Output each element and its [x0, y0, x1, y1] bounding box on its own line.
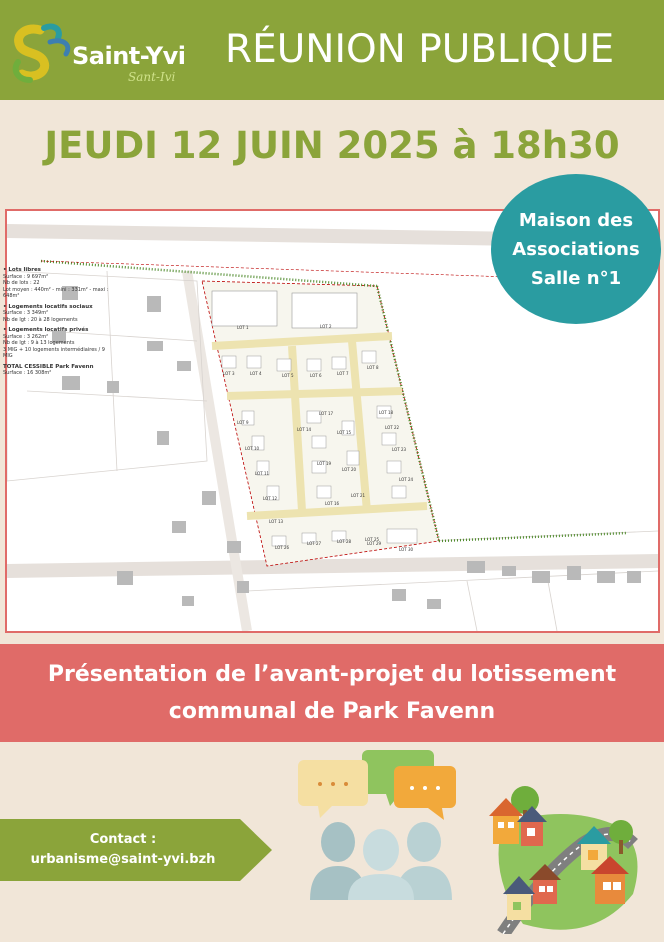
- banner-line: communal de Park Favenn: [168, 699, 496, 724]
- lot-label: LOT 12: [263, 496, 278, 501]
- venue-badge: [491, 174, 661, 324]
- lot-label: LOT 7: [337, 371, 349, 376]
- lot-label: LOT 30: [399, 547, 414, 552]
- lot-label: LOT 5: [282, 373, 294, 378]
- project-banner: [0, 644, 664, 742]
- lot-label: LOT 3: [223, 371, 235, 376]
- legend-prives-line: 3 MIG + 10 logements intermédiaires / 9 MIG: [3, 346, 105, 359]
- lot-label: LOT 25: [365, 537, 380, 542]
- plan-legend: [3, 263, 111, 377]
- header-bar: [0, 0, 664, 100]
- legend-total-line: Surface : 16 308m²: [3, 370, 52, 376]
- lot-label: LOT 13: [269, 519, 284, 524]
- lot-label: LOT 22: [385, 425, 400, 430]
- banner-line: Présentation de l’avant-projet du lotissement: [47, 662, 617, 687]
- venue-line: Salle n°1: [530, 267, 622, 289]
- logo-swirl-icon: [10, 22, 80, 86]
- legend-sociaux-title: • Logements locatifs sociaux: [3, 303, 93, 310]
- lot-label: LOT 21: [351, 493, 366, 498]
- saint-yvi-logo: [10, 22, 200, 86]
- legend-sociaux-line: Surface : 3 349m²: [3, 310, 49, 316]
- lot-label: LOT 15: [337, 430, 352, 435]
- lot-label: LOT 10: [245, 446, 260, 451]
- legend-prives-line: Nb de lgt : 9 à 13 logements: [3, 340, 75, 346]
- lot-label: LOT 14: [297, 427, 312, 432]
- page-title: RÉUNION PUBLIQUE: [225, 27, 615, 72]
- speech-bubble-icon: [298, 760, 368, 818]
- lot-label: LOT 18: [379, 410, 394, 415]
- venue-line: Associations: [512, 238, 640, 260]
- lot-label: LOT 28: [337, 539, 352, 544]
- legend-libres-line: Nb de lots : 22: [3, 280, 40, 286]
- lot-label: LOT 11: [255, 471, 270, 476]
- contact-block: [0, 819, 246, 881]
- lot-label: LOT 4: [250, 371, 262, 376]
- contact-label: Contact :: [89, 832, 157, 847]
- lot-label: LOT 19: [317, 461, 332, 466]
- lot-label: LOT 17: [319, 411, 334, 416]
- contact-email-link[interactable]: urbanisme@saint-yvi.bzh: [30, 852, 216, 867]
- lot-label: LOT 8: [367, 365, 379, 370]
- lot-label: LOT 6: [310, 373, 322, 378]
- lot-label: LOT 9: [237, 420, 249, 425]
- legend-prives-title: • Logements locatifs privés: [3, 327, 89, 333]
- neighborhood-illustration: [483, 784, 643, 934]
- lot-label: LOT 23: [392, 447, 407, 452]
- lot-label: LOT 27: [307, 541, 322, 546]
- event-date: JEUDI 12 JUIN 2025 à 18h30: [44, 124, 620, 167]
- venue-line: Maison des: [518, 209, 634, 231]
- legend-total-title: TOTAL CESSIBLE Park Favenn: [3, 363, 94, 370]
- logo-text: Saint-Yvi: [72, 42, 186, 70]
- legend-libres-line: Lot moyen : 440m² - mini : 331m² - maxi : 648m²: [3, 286, 109, 299]
- legend-libres-title: • Lots libres: [3, 267, 41, 273]
- lot-label: LOT 24: [399, 477, 414, 482]
- legend-sociaux-line: Nb de lgt : 20 à 28 logements: [3, 316, 78, 323]
- legend-prives-line: Surface : 3 262m²: [3, 333, 49, 340]
- lot-label: LOT 1: [237, 325, 249, 330]
- legend-libres-line: Surface : 9 697m²: [3, 273, 49, 280]
- logo-subtext: Sant-Ivi: [128, 70, 176, 84]
- lot-label: LOT 26: [275, 545, 290, 550]
- lot-label: LOT 16: [325, 501, 340, 506]
- speech-bubble-icon: [394, 766, 456, 820]
- person-icon: [348, 829, 414, 900]
- lot-label: LOT 2: [320, 324, 332, 329]
- people-discussion-illustration: [296, 750, 466, 900]
- lot-label: LOT 20: [342, 467, 357, 472]
- lot-label: LOT 29: [367, 541, 382, 546]
